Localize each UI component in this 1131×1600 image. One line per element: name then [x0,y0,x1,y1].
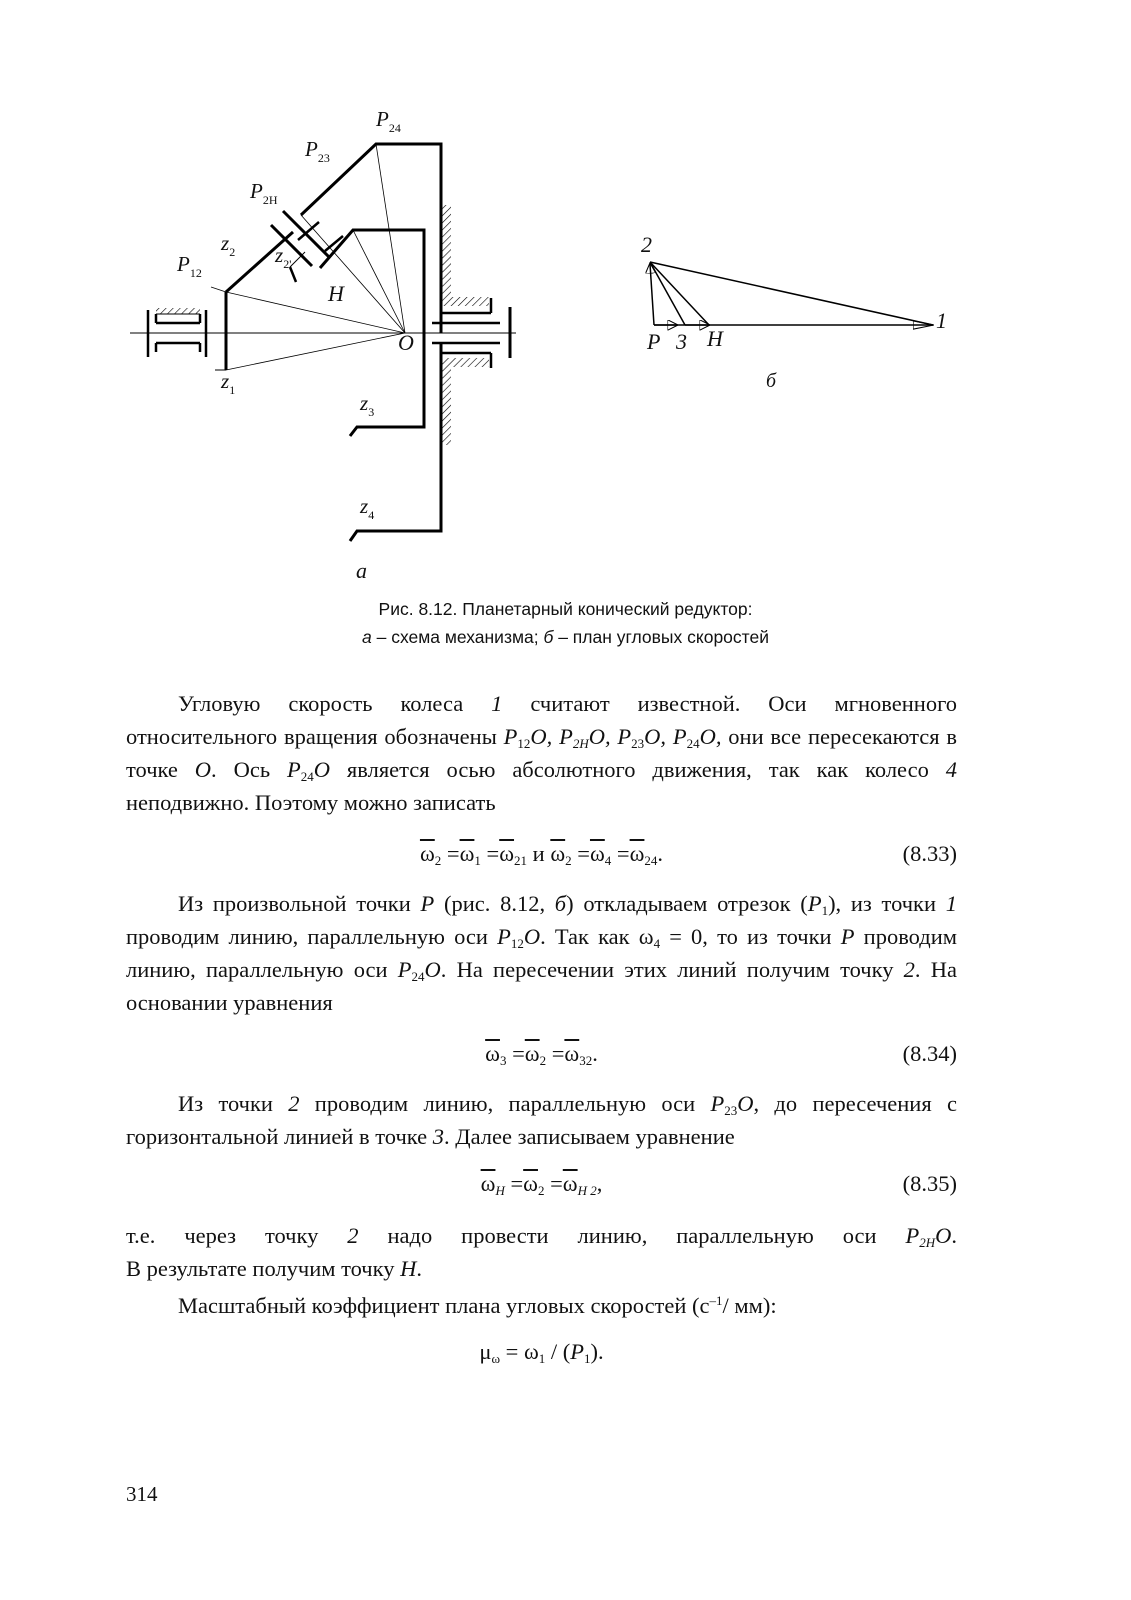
equation-number: (8.34) [902,1041,957,1066]
svg-text:H: H [328,281,344,306]
svg-text:z3: $z_3$ [360,391,375,419]
svg-text:2: 2 [641,232,652,257]
paragraph-1: Угловую скорость колеса 1 считают известной. Оси мгновенного относительного вращения обозначены $P_{12}O$, $P_{2H}O$, $P_{23}O$, $P_{24}O$, они все пересекаются в точке O. Ось $P_{24}O$ является осью абсолютного движения, так как колесо 4 неподвижно. Поэтому можно записать [126,691,958,815]
caption-line-2: а – схема механизма; б – план угловых скоростей [362,627,769,647]
svg-text:H: H [707,326,723,351]
gear-z3 [350,343,424,436]
svg-text:P23: $P_{23}$ [305,137,330,165]
page-number: 314 [126,1482,158,1506]
svg-text:O: O [398,330,414,355]
instant-axes [211,144,405,370]
angular-velocity-plan [641,232,947,392]
svg-text:P: P [647,329,661,354]
paragraph-5: Масштабный коэффициент плана угловых скоростей ($с^{-1}/$ мм): [178,1293,777,1318]
caption-line-1: Рис. 8.12. Планетарный конический редуктор: [378,599,753,619]
svg-text:z2: $z_2$ [221,231,236,259]
svg-text:z2': $z_{2'}$ [275,243,292,271]
svg-text:z4: $z_4$ [360,494,375,522]
svg-text:3: 3 [676,329,687,354]
svg-text:P12: $P_{12}$ [177,252,202,280]
equation-number: (8.33) [902,841,957,866]
central-hub [424,205,510,445]
equation-number: (8.35) [902,1171,957,1196]
figure-caption [0,595,1131,651]
paragraph-4: т.е. через точку 2 надо провести линию, параллельную оси $P_{2H}O$. В результате получим точку H. [126,1223,957,1281]
svg-text:z1: $z_1$ [221,369,236,397]
svg-text:P2H: $P_{2H}$ [250,179,278,207]
svg-text:1: 1 [936,308,947,333]
paragraph-3: Из точки 2 проводим линию, параллельную оси $P_{23}O$, до пересечения с горизонтальной линией в точке 3. Далее записываем уравнение [126,1091,957,1149]
svg-text:а: а [356,558,367,583]
svg-text:б: б [766,370,777,392]
paragraph-2: Из произвольной точки P (рис. 8.12, б) откладываем отрезок $(P_1)$, из точки 1 проводим линию, параллельную оси $P_{12}O$. Так как $\omega_4 = 0$, то из точки P проводим линию, параллельную оси $P_{24}O$. На пересечении этих линий получим точку 2. На основании уравнения [126,891,957,1015]
mechanism-figure [0,0,1131,660]
svg-text:P24: $P_{24}$ [376,107,401,135]
mechanism-scheme [130,107,516,583]
